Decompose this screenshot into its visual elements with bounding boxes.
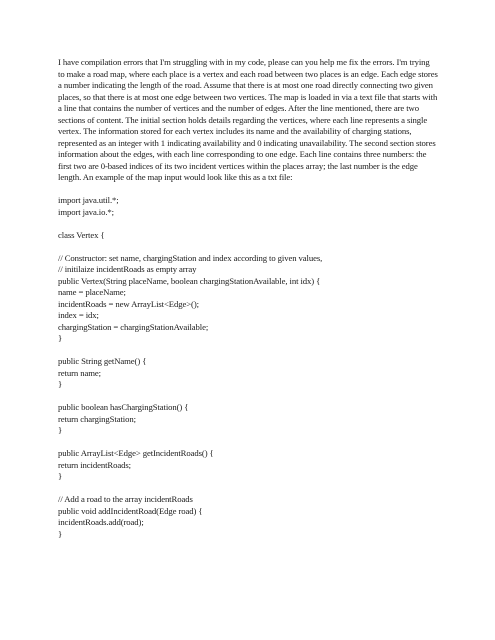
code-section bbox=[58, 195, 438, 540]
code-block bbox=[58, 494, 438, 540]
code-block bbox=[58, 356, 438, 391]
code-line: import java.io.*; bbox=[58, 206, 114, 217]
code-line: public boolean hasChargingStation() { bbox=[58, 402, 189, 412]
intro-paragraph: I have compilation errors that I'm struggling with in my code, please can you help me fix the errors. I'm trying to make a road map, where each place is a vertex and each road between two places is an edge. Each edge stores a number indicating the length of the road. Assume that there is at most one road directly connecting two given places, so that there is at most one edge between two vertices. The map is loaded in via a text file that starts with a line that contains the number of vertices and the number of edges. After the line mentioned, there are two sections of content. The initial section holds details regarding the vertices, where each line represents a single vertex. The information stored for each vertex includes its name and the availability of charging stations, represented as an integer with 1 indicating availability and 0 indicating unavailability. The second section stores information about the edges, with each line corresponding to one edge. Each line contains three numbers: the first two are 0-based indices of its two incident vertices within the places array; the last number is the edge length. An example of the map input would look like this as a txt file: bbox=[58, 57, 438, 182]
code-line: return incidentRoads; bbox=[58, 459, 131, 470]
code-line: name = placeName; bbox=[58, 287, 126, 297]
code-line: } bbox=[58, 379, 63, 389]
code-line: return name; bbox=[58, 367, 101, 378]
code-block bbox=[58, 402, 438, 437]
code-line: public String getName() { bbox=[58, 356, 147, 366]
code-line: import java.util.*; bbox=[58, 195, 119, 205]
code-block bbox=[58, 448, 438, 483]
document-page bbox=[58, 57, 438, 552]
code-line: } bbox=[58, 471, 63, 481]
code-line: incidentRoads.add(road); bbox=[58, 517, 144, 527]
code-line: class Vertex { bbox=[58, 229, 105, 240]
code-line: index = idx; bbox=[58, 310, 99, 320]
code-line: } bbox=[58, 425, 63, 435]
code-line: } bbox=[58, 528, 63, 539]
code-line: public Vertex(String placeName, boolean chargingStationAvailable, int idx) { bbox=[58, 275, 321, 286]
code-line: // initilaize incidentRoads as empty array bbox=[58, 264, 197, 274]
code-line: public ArrayList<Edge> getIncidentRoads() { bbox=[58, 448, 214, 458]
code-block bbox=[58, 253, 438, 345]
code-line: incidentRoads = new ArrayList<Edge>(); bbox=[58, 298, 199, 309]
code-line: // Add a road to the array incidentRoads bbox=[58, 494, 193, 504]
code-line: } bbox=[58, 333, 63, 343]
code-line: // Constructor: set name, chargingStation and index according to given values, bbox=[58, 252, 323, 263]
code-line: return chargingStation; bbox=[58, 413, 136, 424]
code-block bbox=[58, 195, 438, 218]
code-block bbox=[58, 230, 438, 242]
code-line: public void addIncidentRoad(Edge road) { bbox=[58, 505, 203, 516]
code-line: chargingStation = chargingStationAvailable; bbox=[58, 321, 209, 332]
